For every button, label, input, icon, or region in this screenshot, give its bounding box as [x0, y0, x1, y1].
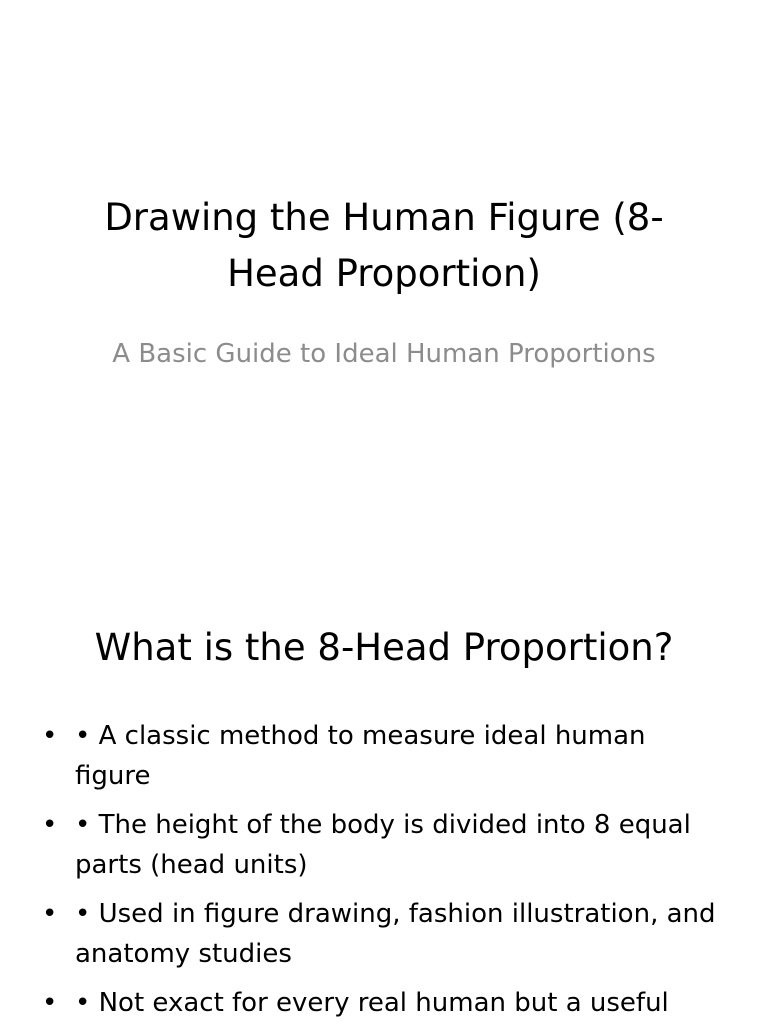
bullet-item [40, 894, 720, 974]
bullet-marker: • [42, 721, 58, 751]
bullet-text: • A classic method to measure ideal human figure [75, 721, 646, 791]
slide-title: Drawing the Human Figure (8-Head Proportion) [104, 196, 664, 295]
bullet-marker: • [42, 810, 58, 840]
bullet-list [40, 716, 720, 1024]
slide-subtitle: A Basic Guide to Ideal Human Proportions [112, 339, 656, 369]
bullet-text: • Used in figure drawing, fashion illustration, and anatomy studies [75, 899, 716, 969]
slide-heading: What is the 8-Head Proportion? [94, 626, 674, 669]
content-slide [0, 576, 768, 1024]
bullet-marker: • [42, 988, 58, 1018]
bullet-text: • Not exact for every real human but a useful [75, 988, 669, 1018]
bullet-item [40, 716, 720, 796]
bullet-item [40, 983, 720, 1023]
bullet-item [40, 805, 720, 885]
bullet-marker: • [42, 899, 58, 929]
bullet-text: • The height of the body is divided into 8 equal parts (head units) [75, 810, 691, 880]
